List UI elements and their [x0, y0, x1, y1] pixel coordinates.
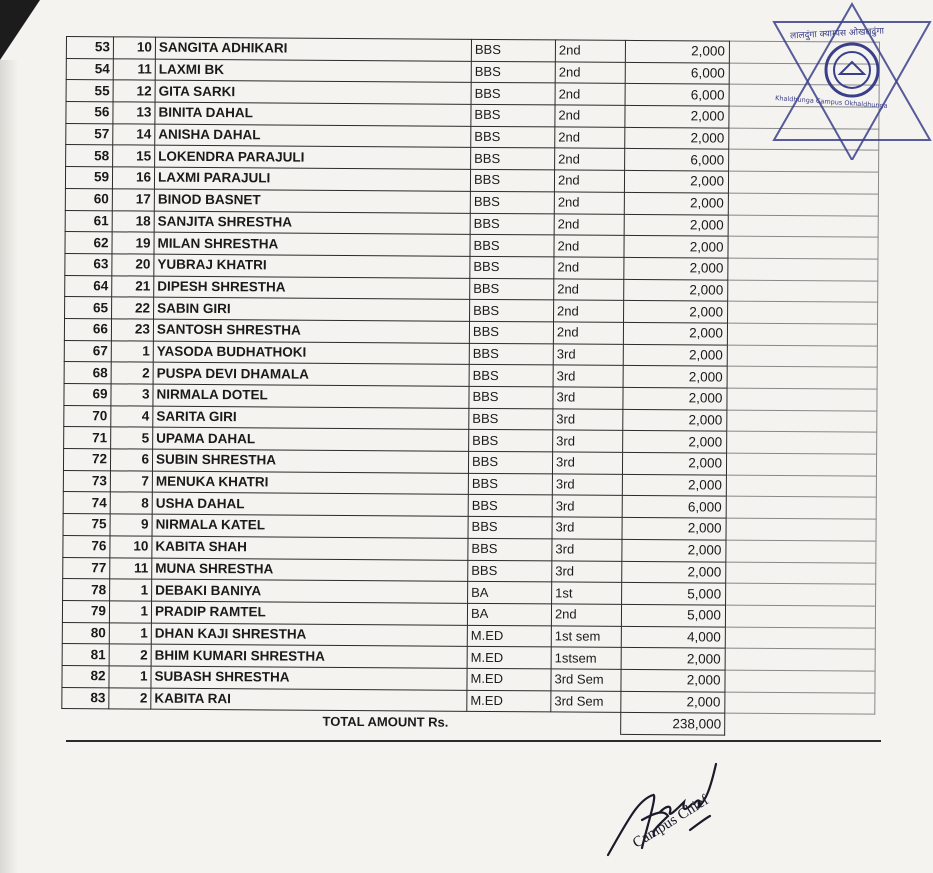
student-name-cell: NIRMALA DOTEL — [153, 384, 469, 408]
serial-number-cell: 60 — [65, 188, 112, 210]
sub-number-cell: 12 — [113, 80, 155, 102]
remarks-cell — [728, 258, 878, 281]
student-name-cell: YUBRAJ KHATRI — [154, 254, 470, 278]
student-name-cell: MUNA SHRESTHA — [152, 558, 468, 582]
student-name-cell: GITA SARKI — [155, 80, 471, 104]
blank-cell — [725, 713, 875, 736]
blank-cell — [62, 709, 109, 731]
sub-number-cell: 10 — [110, 536, 152, 558]
remarks-cell — [726, 453, 876, 476]
serial-number-cell: 76 — [63, 535, 110, 557]
sub-number-cell: 21 — [112, 275, 154, 297]
student-name-cell: SUBIN SHRESTHA — [152, 449, 468, 473]
serial-number-cell: 58 — [66, 145, 113, 167]
total-row — [62, 709, 875, 736]
year-cell: 2nd — [555, 83, 625, 105]
student-name-cell: MILAN SHRESTHA — [154, 232, 470, 256]
amount-cell: 2,000 — [621, 669, 725, 691]
year-cell: 3rd — [552, 452, 622, 474]
remarks-cell — [725, 605, 875, 628]
amount-cell: 2,000 — [625, 127, 729, 149]
year-cell: 2nd — [553, 322, 623, 344]
year-cell: 1st sem — [551, 625, 621, 647]
sub-number-cell: 16 — [112, 167, 154, 189]
program-cell: BBS — [470, 169, 554, 191]
student-name-cell: LAXMI PARAJULI — [154, 167, 470, 191]
program-cell: BA — [467, 603, 551, 625]
serial-number-cell: 61 — [65, 210, 112, 232]
amount-cell: 6,000 — [625, 84, 729, 106]
serial-number-cell: 72 — [63, 449, 110, 471]
program-cell: BBS — [469, 430, 553, 452]
serial-number-cell: 82 — [62, 665, 109, 687]
amount-cell: 6,000 — [625, 149, 729, 171]
student-name-cell: YASODA BUDHATHOKI — [153, 341, 469, 365]
year-cell: 1stsem — [551, 647, 621, 669]
serial-number-cell: 66 — [64, 318, 111, 340]
program-cell: BBS — [470, 278, 554, 300]
program-cell: BBS — [470, 235, 554, 257]
student-name-cell: PUSPA DEVI DHAMALA — [153, 362, 469, 386]
sub-number-cell: 2 — [109, 644, 151, 666]
remarks-cell — [728, 171, 878, 194]
student-name-cell: KABITA RAI — [151, 688, 467, 712]
amount-cell: 2,000 — [621, 648, 725, 670]
sub-number-cell: 13 — [113, 102, 155, 124]
remarks-cell — [726, 497, 876, 520]
remarks-cell — [725, 627, 875, 650]
amount-cell: 2,000 — [621, 691, 725, 713]
year-cell: 2nd — [554, 278, 624, 300]
student-name-cell: BINOD BASNET — [154, 189, 470, 213]
remarks-cell — [726, 518, 876, 541]
sub-number-cell: 2 — [111, 362, 153, 384]
year-cell: 2nd — [554, 213, 624, 235]
student-name-cell: SARITA GIRI — [153, 406, 469, 430]
program-cell: BBS — [470, 256, 554, 278]
serial-number-cell: 67 — [64, 340, 111, 362]
sub-number-cell: 5 — [111, 427, 153, 449]
amount-cell: 2,000 — [623, 409, 727, 431]
serial-number-cell: 80 — [62, 622, 109, 644]
program-cell: BBS — [469, 343, 553, 365]
blank-cell — [109, 709, 151, 731]
student-name-cell: ANISHA DAHAL — [155, 124, 471, 148]
amount-cell: 2,000 — [622, 518, 726, 540]
remarks-cell — [726, 583, 876, 606]
remarks-cell — [728, 215, 878, 238]
sub-number-cell: 10 — [113, 37, 155, 59]
sub-number-cell: 9 — [110, 514, 152, 536]
sub-number-cell: 6 — [110, 449, 152, 471]
sub-number-cell: 19 — [112, 232, 154, 254]
remarks-cell — [727, 410, 877, 433]
serial-number-cell: 73 — [63, 470, 110, 492]
year-cell: 3rd — [552, 495, 622, 517]
remarks-cell — [728, 193, 878, 216]
year-cell: 2nd — [554, 170, 624, 192]
year-cell: 2nd — [554, 192, 624, 214]
year-cell: 2nd — [555, 40, 625, 62]
amount-cell: 6,000 — [625, 62, 729, 84]
year-cell: 2nd — [554, 300, 624, 322]
amount-cell: 2,000 — [624, 214, 728, 236]
serial-number-cell: 63 — [65, 253, 112, 275]
sub-number-cell: 1 — [109, 622, 151, 644]
amount-cell: 2,000 — [624, 301, 728, 323]
program-cell: BBS — [469, 408, 553, 430]
sub-number-cell: 17 — [112, 189, 154, 211]
total-underline — [66, 740, 881, 742]
remarks-cell — [725, 670, 875, 693]
amount-cell: 2,000 — [623, 366, 727, 388]
program-cell: BBS — [470, 300, 554, 322]
program-cell: BBS — [469, 365, 553, 387]
amount-cell: 2,000 — [623, 387, 727, 409]
campus-seal-stamp — [770, 0, 933, 160]
program-cell: BBS — [469, 321, 553, 343]
sub-number-cell: 1 — [111, 340, 153, 362]
student-name-cell: SANJITA SHRESTHA — [154, 211, 470, 235]
program-cell: BBS — [471, 39, 555, 61]
sub-number-cell: 4 — [111, 406, 153, 428]
year-cell: 3rd Sem — [551, 669, 621, 691]
year-cell: 2nd — [555, 62, 625, 84]
sub-number-cell: 11 — [110, 557, 152, 579]
serial-number-cell: 68 — [64, 362, 111, 384]
year-cell: 3rd — [552, 560, 622, 582]
remarks-cell — [726, 562, 876, 585]
year-cell: 2nd — [555, 148, 625, 170]
total-amount: 238,000 — [621, 713, 725, 735]
student-name-cell: PRADIP RAMTEL — [151, 601, 467, 625]
amount-cell: 2,000 — [623, 344, 727, 366]
sub-number-cell: 1 — [110, 579, 152, 601]
remarks-cell — [726, 540, 876, 563]
sub-number-cell: 1 — [109, 666, 151, 688]
remarks-cell — [727, 366, 877, 389]
payment-list-sheet — [61, 36, 880, 737]
amount-cell: 2,000 — [622, 539, 726, 561]
year-cell: 3rd — [553, 409, 623, 431]
serial-number-cell: 75 — [63, 514, 110, 536]
serial-number-cell: 53 — [66, 37, 113, 59]
seal-top-text: लालदुंगा क्याम्पस ओखलढुंगा — [789, 26, 885, 42]
year-cell: 3rd — [552, 539, 622, 561]
seal-bottom-text: Khaldhunga Campus Okhaldhunga — [774, 94, 888, 110]
year-cell: 2nd — [554, 235, 624, 257]
student-name-cell: KABITA SHAH — [152, 536, 468, 560]
serial-number-cell: 81 — [62, 644, 109, 666]
sub-number-cell: 7 — [110, 471, 152, 493]
sub-number-cell: 15 — [113, 145, 155, 167]
student-name-cell: SABIN GIRI — [154, 297, 470, 321]
student-name-cell: SANGITA ADHIKARI — [155, 37, 471, 61]
remarks-cell — [726, 475, 876, 498]
amount-cell: 2,000 — [625, 40, 729, 62]
amount-cell: 2,000 — [625, 105, 729, 127]
student-name-cell: SUBASH SHRESTHA — [151, 666, 467, 690]
program-cell: BBS — [468, 560, 552, 582]
scan-edge — [0, 60, 18, 873]
sub-number-cell: 3 — [111, 384, 153, 406]
program-cell: BBS — [469, 386, 553, 408]
year-cell: 3rd — [553, 430, 623, 452]
serial-number-cell: 64 — [65, 275, 112, 297]
program-cell: BBS — [471, 126, 555, 148]
student-name-cell: USHA DAHAL — [152, 493, 468, 517]
sub-number-cell: 23 — [111, 319, 153, 341]
amount-cell: 2,000 — [624, 171, 728, 193]
amount-cell: 2,000 — [622, 474, 726, 496]
amount-cell: 2,000 — [624, 192, 728, 214]
year-cell: 3rd — [553, 344, 623, 366]
program-cell: BBS — [471, 83, 555, 105]
year-cell: 3rd — [553, 365, 623, 387]
serial-number-cell: 65 — [65, 297, 112, 319]
program-cell: BBS — [470, 191, 554, 213]
serial-number-cell: 57 — [66, 123, 113, 145]
serial-number-cell: 78 — [63, 579, 110, 601]
remarks-cell — [727, 431, 877, 454]
sub-number-cell: 22 — [112, 297, 154, 319]
program-cell: M.ED — [467, 668, 551, 690]
student-name-cell: LAXMI BK — [155, 59, 471, 83]
table-body — [62, 37, 880, 715]
signature-title: Campus Chief — [630, 792, 712, 852]
student-name-cell: LOKENDRA PARAJULI — [155, 146, 471, 170]
year-cell: 1st — [552, 582, 622, 604]
year-cell: 2nd — [555, 127, 625, 149]
remarks-cell — [727, 345, 877, 368]
serial-number-cell: 70 — [64, 405, 111, 427]
student-name-cell: DEBAKI BANIYA — [152, 579, 468, 603]
serial-number-cell: 62 — [65, 232, 112, 254]
program-cell: BBS — [468, 538, 552, 560]
sub-number-cell: 18 — [112, 210, 154, 232]
remarks-cell — [727, 388, 877, 411]
sub-number-cell: 20 — [112, 254, 154, 276]
year-cell: 3rd Sem — [551, 691, 621, 713]
serial-number-cell: 54 — [66, 58, 113, 80]
sub-number-cell: 14 — [113, 124, 155, 146]
serial-number-cell: 56 — [66, 102, 113, 124]
program-cell: BBS — [471, 61, 555, 83]
program-cell: BBS — [470, 213, 554, 235]
student-name-cell: MENUKA KHATRI — [152, 471, 468, 495]
remarks-cell — [725, 648, 875, 671]
year-cell: 3rd — [553, 387, 623, 409]
serial-number-cell: 55 — [66, 80, 113, 102]
serial-number-cell: 83 — [62, 687, 109, 709]
program-cell: BBS — [471, 104, 555, 126]
amount-cell: 4,000 — [621, 626, 725, 648]
year-cell: 2nd — [551, 604, 621, 626]
amount-cell: 2,000 — [623, 431, 727, 453]
sub-number-cell: 11 — [113, 59, 155, 81]
amount-cell: 5,000 — [622, 583, 726, 605]
student-name-cell: UPAMA DAHAL — [153, 427, 469, 451]
serial-number-cell: 77 — [63, 557, 110, 579]
amount-cell: 2,000 — [623, 322, 727, 344]
remarks-cell — [728, 280, 878, 303]
amount-cell: 2,000 — [624, 279, 728, 301]
year-cell: 3rd — [552, 517, 622, 539]
program-cell: BBS — [468, 516, 552, 538]
amount-cell: 2,000 — [622, 452, 726, 474]
amount-cell: 2,000 — [624, 236, 728, 258]
sub-number-cell: 2 — [109, 687, 151, 709]
program-cell: BBS — [468, 473, 552, 495]
serial-number-cell: 69 — [64, 383, 111, 405]
scan-shadow — [0, 0, 40, 60]
sub-number-cell: 8 — [110, 492, 152, 514]
program-cell: BBS — [468, 451, 552, 473]
student-name-cell: SANTOSH SHRESTHA — [153, 319, 469, 343]
program-cell: M.ED — [467, 690, 551, 712]
amount-cell: 2,000 — [622, 561, 726, 583]
student-name-cell: DHAN KAJI SHRESTHA — [151, 623, 467, 647]
total-label: TOTAL AMOUNT Rs. — [151, 709, 621, 734]
remarks-cell — [725, 692, 875, 715]
remarks-cell — [728, 301, 878, 324]
sub-number-cell: 1 — [109, 601, 151, 623]
serial-number-cell: 74 — [63, 492, 110, 514]
serial-number-cell: 71 — [64, 427, 111, 449]
serial-number-cell: 79 — [62, 600, 109, 622]
year-cell: 2nd — [555, 105, 625, 127]
student-name-cell: BINITA DAHAL — [155, 102, 471, 126]
year-cell: 2nd — [554, 257, 624, 279]
amount-cell: 5,000 — [621, 604, 725, 626]
student-name-cell: DIPESH SHRESTHA — [154, 276, 470, 300]
program-cell: M.ED — [467, 625, 551, 647]
serial-number-cell: 59 — [65, 167, 112, 189]
program-cell: BA — [468, 582, 552, 604]
student-name-cell: BHIM KUMARI SHRESTHA — [151, 644, 467, 668]
remarks-cell — [728, 236, 878, 259]
remarks-cell — [727, 323, 877, 346]
program-cell: M.ED — [467, 647, 551, 669]
year-cell: 3rd — [552, 474, 622, 496]
student-payment-table — [61, 36, 880, 737]
program-cell: BBS — [471, 148, 555, 170]
amount-cell: 2,000 — [624, 257, 728, 279]
amount-cell: 6,000 — [622, 496, 726, 518]
student-name-cell: NIRMALA KATEL — [152, 514, 468, 538]
program-cell: BBS — [468, 495, 552, 517]
